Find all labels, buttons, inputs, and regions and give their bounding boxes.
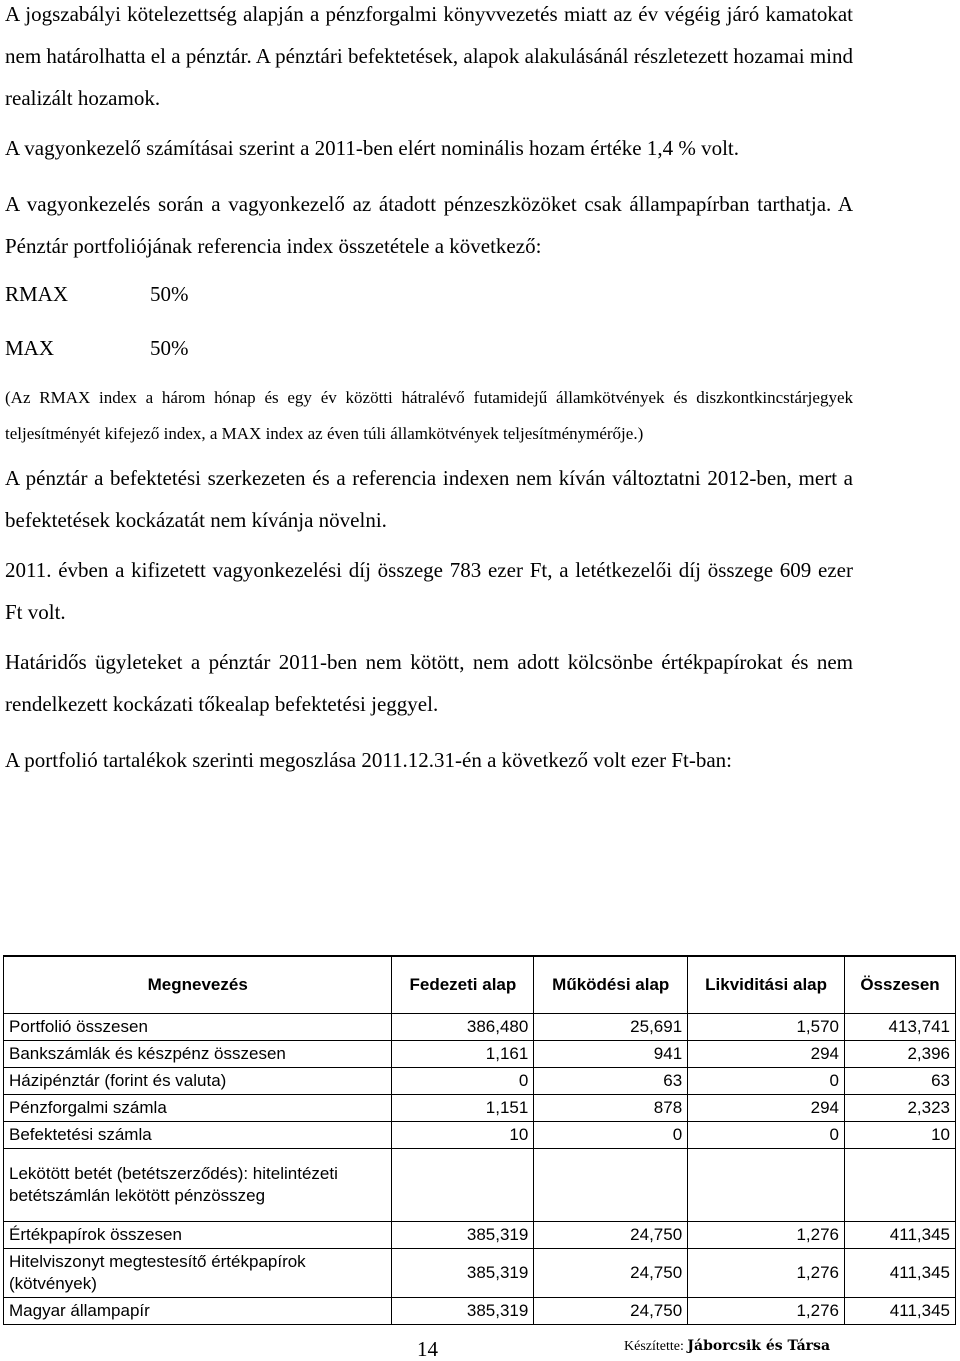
cell-value: 2,323: [845, 1095, 956, 1122]
cell-value: [534, 1149, 688, 1222]
table-row: [4, 1122, 956, 1149]
index-share: 50%: [150, 282, 189, 306]
cell-value: 294: [688, 1041, 845, 1068]
table-row: [4, 1249, 956, 1298]
cell-value: 385,319: [392, 1298, 534, 1325]
cell-value: 878: [534, 1095, 688, 1122]
cell-value: 24,750: [534, 1298, 688, 1325]
cell-value: 385,319: [392, 1222, 534, 1249]
row-name: Értékpapírok összesen: [4, 1222, 392, 1249]
index-row-max: [5, 321, 853, 375]
cell-value: 1,161: [392, 1041, 534, 1068]
paragraph-realized-yields: A jogszabályi kötelezettség alapján a pénzforgalmi könyvvezetés miatt az év végéig járó kamatokat nem határolhatta el a pénztár. A pénztári befektetések, alapok alakulásánál részletezett hozamai mind realizált hozamok.: [5, 2, 853, 110]
cell-value: 0: [688, 1068, 845, 1095]
cell-value: 63: [845, 1068, 956, 1095]
cell-value: 385,319: [392, 1249, 534, 1298]
table-row: [4, 1041, 956, 1068]
page-number: 14: [417, 1337, 438, 1361]
cell-value: 1,570: [688, 1014, 845, 1041]
cell-value: 24,750: [534, 1249, 688, 1298]
row-name: Lekötött betét (betétszerződés): hitelintézeti betétszámlán lekötött pénzösszeg: [4, 1149, 392, 1222]
row-name: Portfolió összesen: [4, 1014, 392, 1041]
document-page: [5, 0, 853, 781]
index-share: 50%: [150, 336, 189, 360]
index-row-rmax: [5, 267, 853, 321]
row-name: Hitelviszonyt megtestesítő értékpapírok (kötvények): [4, 1249, 392, 1298]
prepared-by: Jáborcsik és Társa: [687, 1338, 831, 1354]
cell-value: 10: [845, 1122, 956, 1149]
table-row: [4, 1095, 956, 1122]
cell-value: 411,345: [845, 1249, 956, 1298]
column-header: Likviditási alap: [688, 956, 845, 1014]
cell-value: 411,345: [845, 1222, 956, 1249]
row-name: Magyar állampapír: [4, 1298, 392, 1325]
column-header: Fedezeti alap: [392, 956, 534, 1014]
table-row: [4, 1014, 956, 1041]
cell-value: 10: [392, 1122, 534, 1149]
paragraph-nominal-yield: A vagyonkezelő számításai szerint a 2011-ben elért nominális hozam értéke 1,4 % volt.: [5, 136, 739, 160]
row-name: Bankszámlák és készpénz összesen: [4, 1041, 392, 1068]
table-header-row: [4, 956, 956, 1014]
cell-value: 294: [688, 1095, 845, 1122]
table-row: [4, 1068, 956, 1095]
cell-value: 413,741: [845, 1014, 956, 1041]
index-name: MAX: [5, 336, 55, 360]
cell-value: 941: [534, 1041, 688, 1068]
paragraph-table-intro: A portfolió tartalékok szerinti megoszlása 2011.12.31-én a következő volt ezer Ft-ban:: [5, 748, 733, 772]
table-row: [4, 1298, 956, 1325]
cell-value: 25,691: [534, 1014, 688, 1041]
table-row: [4, 1149, 956, 1222]
cell-value: [688, 1149, 845, 1222]
cell-value: 0: [534, 1122, 688, 1149]
column-header: Megnevezés: [4, 956, 392, 1014]
column-header: Működési alap: [534, 956, 688, 1014]
cell-value: 1,276: [688, 1222, 845, 1249]
cell-value: 411,345: [845, 1298, 956, 1325]
cell-value: 0: [688, 1122, 845, 1149]
paragraph-no-change: A pénztár a befektetési szerkezeten és a referencia indexen nem kíván változtatni 2012-ben, mert a befektetések kockázatát nem kívánja növelni.: [5, 466, 853, 532]
row-name: Házipénztár (forint és valuta): [4, 1068, 392, 1095]
cell-value: 1,151: [392, 1095, 534, 1122]
footer-credit: [624, 1337, 830, 1356]
cell-value: 0: [392, 1068, 534, 1095]
cell-value: 1,276: [688, 1298, 845, 1325]
paragraph-derivatives: Határidős ügyleteket a pénztár 2011-ben nem kötött, nem adott kölcsönbe értékpapírokat és nem rendelkezett kockázati tőkealap befektetési jeggyel.: [5, 650, 853, 716]
cell-value: 63: [534, 1068, 688, 1095]
table-row: [4, 1222, 956, 1249]
portfolio-table: [3, 955, 956, 1325]
cell-value: 386,480: [392, 1014, 534, 1041]
prepared-label: Készítette:: [624, 1339, 684, 1354]
column-header: Összesen: [845, 956, 956, 1014]
cell-value: [392, 1149, 534, 1222]
cell-value: [845, 1149, 956, 1222]
row-name: Befektetési számla: [4, 1122, 392, 1149]
cell-value: 1,276: [688, 1249, 845, 1298]
cell-value: 24,750: [534, 1222, 688, 1249]
row-name: Pénzforgalmi számla: [4, 1095, 392, 1122]
paragraph-index-explanation: (Az RMAX index a három hónap és egy év közötti hátralévő futamidejű államkötvények és diszkontkincstárjegyek teljesítményét kifejező index, a MAX index az éven túli államkötvények teljesítménymérője.): [5, 388, 853, 443]
paragraph-fees: 2011. évben a kifizetett vagyonkezelési díj összege 783 ezer Ft, a letétkezelői díj összege 609 ezer Ft volt.: [5, 558, 853, 624]
paragraph-asset-management: A vagyonkezelés során a vagyonkezelő az átadott pénzeszközöket csak állampapírban tarthatja. A Pénztár portfoliójának referencia index összetétele a következő:: [5, 192, 853, 258]
index-name: RMAX: [5, 282, 69, 306]
cell-value: 2,396: [845, 1041, 956, 1068]
